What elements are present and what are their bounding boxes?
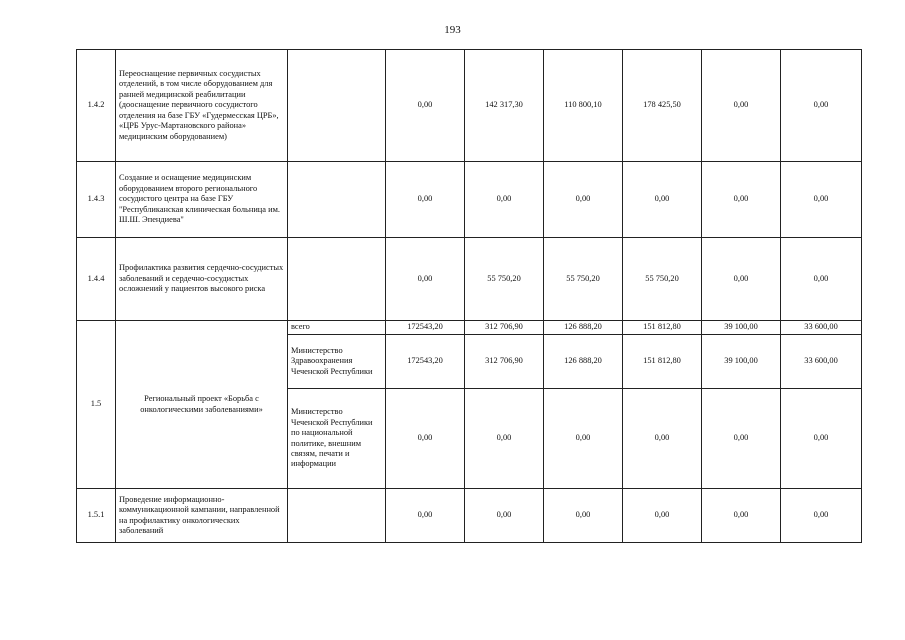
row-name: Переоснащение первичных сосудистых отделений, в том числе оборудованием для ранней медицинской реабилитации (дооснащение первичного сосудистого отделения на базе ГБУ «Гудермесская ЦРБ», «ЦРБ Урус-Мартановского района» медицинским оборудованием)	[116, 50, 288, 162]
value-cell: 55 750,20	[544, 238, 623, 321]
row-code: 1.5.1	[77, 489, 116, 543]
row-source	[288, 162, 386, 238]
row-name: Создание и оснащение медицинским оборудованием второго регионального сосудистого центра на базе ГБУ "Республиканская клиническая больница им. Ш.Ш. Эпендиева"	[116, 162, 288, 238]
value-cell: 0,00	[386, 50, 465, 162]
value-cell: 0,00	[781, 238, 862, 321]
row-code: 1.4.4	[77, 238, 116, 321]
value-cell: 0,00	[702, 238, 781, 321]
value-cell: 39 100,00	[702, 335, 781, 389]
value-cell: 151 812,80	[623, 321, 702, 335]
value-cell: 0,00	[623, 162, 702, 238]
value-cell: 0,00	[702, 50, 781, 162]
group-name: Региональный проект «Борьба с онкологическими заболеваниями»	[116, 321, 288, 489]
table-row	[77, 321, 862, 335]
table-row	[77, 489, 862, 543]
value-cell: 172543,20	[386, 321, 465, 335]
value-cell: 55 750,20	[623, 238, 702, 321]
value-cell: 0,00	[781, 389, 862, 489]
value-cell: 0,00	[702, 389, 781, 489]
value-cell: 0,00	[623, 389, 702, 489]
value-cell: 0,00	[781, 162, 862, 238]
row-source	[288, 238, 386, 321]
value-cell: 0,00	[544, 162, 623, 238]
value-cell: 312 706,90	[465, 335, 544, 389]
value-cell: 126 888,20	[544, 321, 623, 335]
row-source: Министерство Здравоохранения Чеченской Республики	[288, 335, 386, 389]
value-cell: 0,00	[386, 489, 465, 543]
page-number: 193	[444, 24, 461, 36]
value-cell: 142 317,30	[465, 50, 544, 162]
row-source: Министерство Чеченской Республики по национальной политике, внешним связям, печати и информации	[288, 389, 386, 489]
value-cell: 0,00	[781, 50, 862, 162]
value-cell: 151 812,80	[623, 335, 702, 389]
table-row	[77, 238, 862, 321]
value-cell: 178 425,50	[623, 50, 702, 162]
value-cell: 0,00	[465, 489, 544, 543]
row-source	[288, 489, 386, 543]
value-cell: 0,00	[386, 238, 465, 321]
value-cell: 33 600,00	[781, 335, 862, 389]
row-name: Проведение информационно-коммуникационной кампании, направленной на профилактику онкологических заболеваний	[116, 489, 288, 543]
table-row	[77, 162, 862, 238]
row-source	[288, 50, 386, 162]
value-cell: 126 888,20	[544, 335, 623, 389]
value-cell: 312 706,90	[465, 321, 544, 335]
group-code: 1.5	[77, 321, 116, 489]
value-cell: 0,00	[544, 389, 623, 489]
value-cell: 0,00	[386, 162, 465, 238]
table-row	[77, 50, 862, 162]
value-cell: 0,00	[623, 489, 702, 543]
value-cell: 55 750,20	[465, 238, 544, 321]
row-source: всего	[288, 321, 386, 335]
value-cell: 172543,20	[386, 335, 465, 389]
value-cell: 0,00	[465, 389, 544, 489]
value-cell: 0,00	[544, 489, 623, 543]
value-cell: 110 800,10	[544, 50, 623, 162]
budget-table	[76, 49, 862, 543]
value-cell: 33 600,00	[781, 321, 862, 335]
value-cell: 39 100,00	[702, 321, 781, 335]
value-cell: 0,00	[781, 489, 862, 543]
row-name: Профилактика развития сердечно-сосудистых заболеваний и сердечно-сосудистых осложнений у пациентов высокого риска	[116, 238, 288, 321]
value-cell: 0,00	[702, 489, 781, 543]
row-code: 1.4.3	[77, 162, 116, 238]
row-code: 1.4.2	[77, 50, 116, 162]
value-cell: 0,00	[465, 162, 544, 238]
value-cell: 0,00	[702, 162, 781, 238]
value-cell: 0,00	[386, 389, 465, 489]
